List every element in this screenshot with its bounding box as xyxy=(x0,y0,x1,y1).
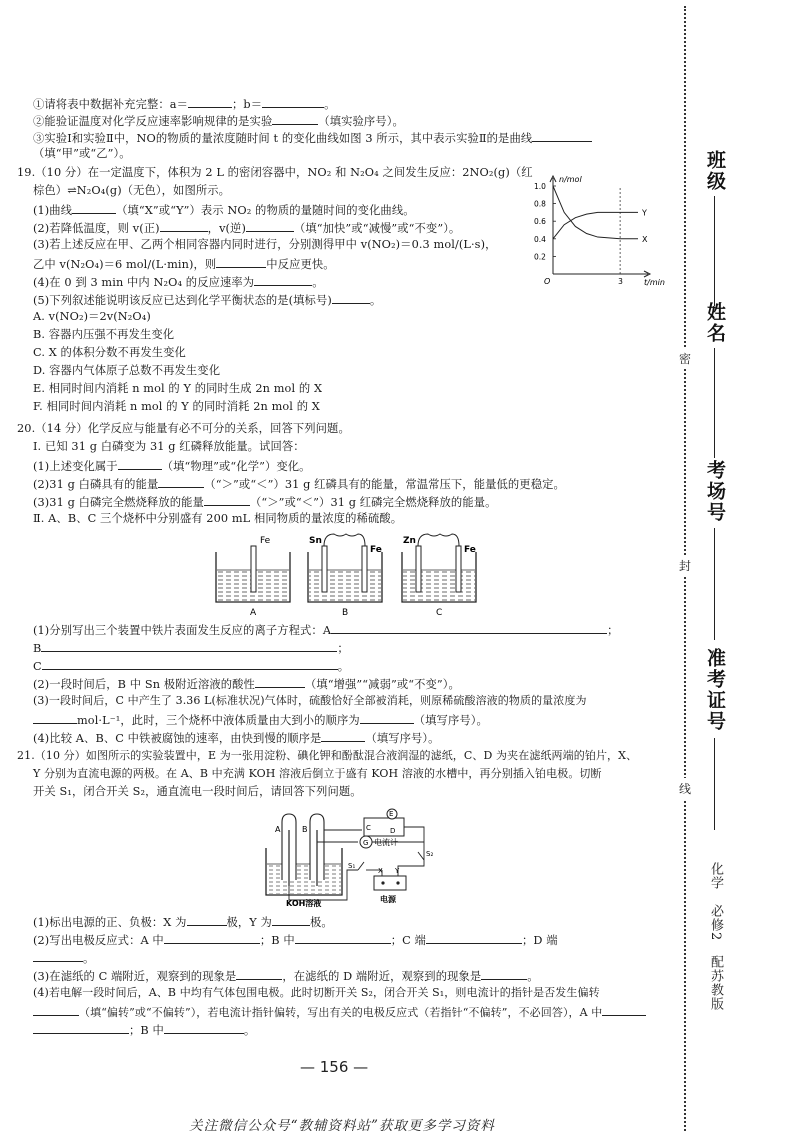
svg-text:Y: Y xyxy=(395,867,400,875)
series-label-y: Y xyxy=(642,208,647,218)
series-label-x: X xyxy=(642,234,648,244)
exam-room-label: 考场号 xyxy=(704,460,726,523)
q20-ii-part-3b: mol·L⁻¹，此时，三个烧杯中液体质量由大到小的顺序为 （填写序号）。 xyxy=(33,712,488,728)
y-tick-label: 0.2 xyxy=(534,252,546,262)
svg-text:S₁: S₁ xyxy=(348,862,356,870)
blank[interactable] xyxy=(216,256,266,268)
svg-text:C: C xyxy=(366,824,371,832)
beaker-c-label: C xyxy=(436,608,443,618)
blank[interactable] xyxy=(246,220,294,232)
beaker-b xyxy=(308,534,382,618)
blank-a[interactable] xyxy=(188,96,232,108)
q19-part-4: (4)在 0 到 3 min 中内 N₂O₄ 的反应速率为 。 xyxy=(33,276,324,289)
page-number: — 156 — xyxy=(300,1058,369,1076)
blank[interactable] xyxy=(331,622,607,634)
q18-line-3: ③实验Ⅰ和实验Ⅱ中，NO的物质的量浓度随时间 t 的变化曲线如图 3 所示，其中表示实验Ⅱ的是曲线 xyxy=(33,130,592,146)
beakers-figure xyxy=(210,530,480,620)
q19-option-b: B. 容器内压强不再发生变化 xyxy=(33,328,175,341)
blank[interactable] xyxy=(426,932,522,944)
svg-text:电源: 电源 xyxy=(380,895,396,904)
q19-option-f: F. 相同时间内消耗 n mol 的 Y 的同时消耗 2n mol 的 X xyxy=(33,400,320,413)
q19-graph xyxy=(525,172,670,292)
blank[interactable] xyxy=(204,494,250,506)
q21-stem-3: 开关 S₁，闭合开关 S₂，通直流电一段时间后，请回答下列问题。 xyxy=(33,785,362,798)
q21-stem-1: 21.（10 分）如图所示的实验装置中，E 为一张用淀粉、碘化钾和酚酞混合液润湿的滤纸，C、D 为夹在滤纸两端的铂片，X、 xyxy=(17,749,638,762)
blank[interactable] xyxy=(160,220,208,232)
q20-stem: 20.（14 分）化学反应与能量有必不可分的关系，回答下列问题。 xyxy=(17,422,350,435)
q19-part-3b: 乙中 v(N₂O₄)＝6 mol/(L·min)，则 中反应更快。 xyxy=(33,258,335,271)
blank[interactable] xyxy=(33,1022,129,1034)
q19-part-5: (5)下列叙述能说明该反应已达到化学平衡状态的是(填标号) 。 xyxy=(33,294,382,307)
svg-text:电流计: 电流计 xyxy=(374,838,398,847)
blank[interactable] xyxy=(295,932,391,944)
blank[interactable] xyxy=(187,914,227,926)
beaker-a-label: A xyxy=(250,608,257,618)
x-tick-label: 3 xyxy=(618,277,623,286)
q20-part-1: (1)上述变化属于 （填“物理”或“化学”）变化。 xyxy=(33,460,311,473)
q19-part-3: (3)若上述反应在甲、乙两个相同容器内同时进行，分别测得甲中 v(NO₂)＝0.3 mol/(L·s)， xyxy=(33,238,497,251)
beaker-a-metal: Fe xyxy=(260,536,271,546)
q19-option-a: A. v(NO₂)＝2v(N₂O₄) xyxy=(33,310,151,323)
blank[interactable] xyxy=(602,1004,646,1016)
q21-part-2b: 。 xyxy=(33,950,94,966)
y-tick-label: 0.8 xyxy=(534,199,546,209)
blank[interactable] xyxy=(164,932,260,944)
class-label: 班级 xyxy=(704,150,726,192)
blank[interactable] xyxy=(33,950,83,962)
ticket-number-field-line[interactable] xyxy=(714,738,715,830)
q21-part-4c: ；B 中 。 xyxy=(33,1022,255,1038)
svg-text:B: B xyxy=(302,825,308,834)
blank[interactable] xyxy=(33,1004,79,1016)
q20-ii-part-1b: B ； xyxy=(33,642,349,655)
beaker-b-label: B xyxy=(342,608,349,618)
beaker-b-right-metal: Fe xyxy=(370,545,382,555)
svg-text:A: A xyxy=(275,825,281,834)
power-supply xyxy=(374,876,406,890)
beaker-b-left-metal: Sn xyxy=(309,536,322,546)
q20-part-2: (2)31 g 白磷具有的能量 （“＞”或“＜”）31 g 红磷具有的能量，常温常压下，能量低的更稳定。 xyxy=(33,478,565,491)
q19-option-c: C. X 的体积分数不再发生变化 xyxy=(33,346,186,359)
name-field-line[interactable] xyxy=(714,348,715,458)
y-tick-label: 0.6 xyxy=(534,217,546,227)
beaker-c xyxy=(402,534,476,618)
blank[interactable] xyxy=(33,712,77,724)
seal-mi: 密 xyxy=(679,348,691,369)
q20-ii-part-1c: C 。 xyxy=(33,660,350,673)
blank[interactable] xyxy=(72,202,116,214)
subject-label: 化学 必修2 配苏教版 xyxy=(708,862,723,1012)
q20-ii-part-4: (4)比较 A、B、C 中铁被腐蚀的速率，由快到慢的顺序是 （填写序号）。 xyxy=(33,732,440,745)
blank[interactable] xyxy=(164,1022,244,1034)
y-tick-label: 0.4 xyxy=(534,234,546,244)
q21-part-2: (2)写出电极反应式：A 中 ；B 中 ；C 端 ；D 端 xyxy=(33,934,558,947)
q21-part-1: (1)标出电源的正、负极：X 为 极，Y 为 极。 xyxy=(33,916,333,929)
q19-part-1: (1)曲线 （填“X”或“Y”）表示 NO₂ 的物质的量随时间的变化曲线。 xyxy=(33,204,415,217)
class-field-line[interactable] xyxy=(714,196,715,306)
origin-label: O xyxy=(544,277,551,286)
q20-part-3: (3)31 g 白磷完全燃烧释放的能量 （“＞”或“＜”）31 g 红磷完全燃烧释放的能量。 xyxy=(33,496,497,509)
q19-option-d: D. 容器内气体原子总数不再发生变化 xyxy=(33,364,221,377)
name-label: 姓名 xyxy=(704,302,726,344)
y-tick-label: 1.0 xyxy=(534,182,546,191)
q21-part-4: (4)若电解一段时间后，A、B 中均有气体包围电极。此时切断开关 S₂，闭合开关 S₁，则电流计的指针是否发生偏转 xyxy=(33,986,600,999)
q20-ii-part-2: (2)一段时间后，B 中 Sn 极附近溶液的酸性 （填“增强”“减弱”或“不变”）。 xyxy=(33,678,460,691)
blank[interactable] xyxy=(360,712,414,724)
blank[interactable] xyxy=(255,676,305,688)
svg-text:S₂: S₂ xyxy=(426,850,434,858)
q18-line-1: ①请将表中数据补充完整：a＝ ；b＝ 。 xyxy=(33,98,336,111)
blank[interactable] xyxy=(236,968,282,980)
svg-text:D: D xyxy=(390,827,396,835)
y-axis-label: n/mol xyxy=(559,175,582,184)
blank[interactable] xyxy=(272,914,310,926)
blank[interactable] xyxy=(42,658,338,670)
q20-part-i: Ⅰ. 已知 31 g 白磷变为 31 g 红磷释放能量。试回答： xyxy=(33,440,305,453)
beaker-c-left-metal: Zn xyxy=(403,536,416,546)
x-axis-label: t/min xyxy=(644,278,665,287)
beaker-c-right-metal: Fe xyxy=(464,545,476,555)
blank[interactable] xyxy=(254,274,312,286)
blank[interactable] xyxy=(272,113,318,125)
blank[interactable] xyxy=(41,640,337,652)
q19-stem-1: 19.（10 分）在一定温度下，体积为 2 L 的密闭容器中，NO₂ 和 N₂O₄ 之间发生反应：2NO₂(g)（红 xyxy=(17,166,533,179)
blank[interactable] xyxy=(158,476,204,488)
footer-note: 关注微信公众号“教辅资料站”获取更多学习资料 xyxy=(189,1118,495,1134)
electrolysis-figure xyxy=(262,800,437,910)
q21-part-4b: （填“偏转”或“不偏转”），若电流计指针偏转，写出有关的电极反应式（若指针“不偏转”，不必回答），A 中 xyxy=(33,1004,646,1020)
q18-line-2: ②能验证温度对化学反应速率影响规律的是实验 （填实验序号）。 xyxy=(33,115,404,128)
blank-b[interactable] xyxy=(262,96,324,108)
blank[interactable] xyxy=(481,968,527,980)
blank[interactable] xyxy=(321,730,365,742)
exam-room-field-line[interactable] xyxy=(714,528,715,640)
q20-ii-part-3: (3)一段时间后，C 中产生了 3.36 L(标准状况)气体时，硫酸恰好全部被消耗，则原稀硫酸溶液的物质的量浓度为 xyxy=(33,694,587,707)
svg-text:E: E xyxy=(389,810,394,818)
q19-part-2: (2)若降低温度，则 v(正) ，v(逆) （填“加快”或“减慢”或“不变”）。 xyxy=(33,222,461,235)
seal-feng: 封 xyxy=(679,555,691,576)
q19-option-e: E. 相同时间内消耗 n mol 的 Y 的同时生成 2n mol 的 X xyxy=(33,382,323,395)
ticket-number-label: 准考证号 xyxy=(704,648,726,732)
blank[interactable] xyxy=(118,458,162,470)
q19-stem-2: 棕色）⇌N₂O₄(g)（无色），如图所示。 xyxy=(33,184,231,197)
blank[interactable] xyxy=(532,130,592,142)
svg-text:X: X xyxy=(378,867,383,875)
q21-stem-2: Y 分别为直流电源的两极。在 A、B 中充满 KOH 溶液后倒立于盛有 KOH 溶液的水槽中，再分别插入铂电极。切断 xyxy=(33,767,602,780)
beaker-a xyxy=(216,536,290,618)
series-line-y xyxy=(553,212,638,238)
q20-part-ii: Ⅱ. A、B、C 三个烧杯中分别盛有 200 mL 相同物质的量浓度的稀硫酸。 xyxy=(33,512,403,525)
q20-ii-part-1: (1)分别写出三个装置中铁片表面发生反应的离子方程式：A ； xyxy=(33,624,619,637)
q21-part-3: (3)在滤纸的 C 端附近，观察到的现象是 ，在滤纸的 D 端附近，观察到的现象是 。 xyxy=(33,970,539,983)
svg-text:G: G xyxy=(363,839,369,847)
seal-xian: 线 xyxy=(679,778,691,799)
blank[interactable] xyxy=(332,292,370,304)
svg-text:KOH溶液: KOH溶液 xyxy=(286,899,322,908)
q18-line-4: （填“甲”或“乙”）。 xyxy=(33,147,131,160)
